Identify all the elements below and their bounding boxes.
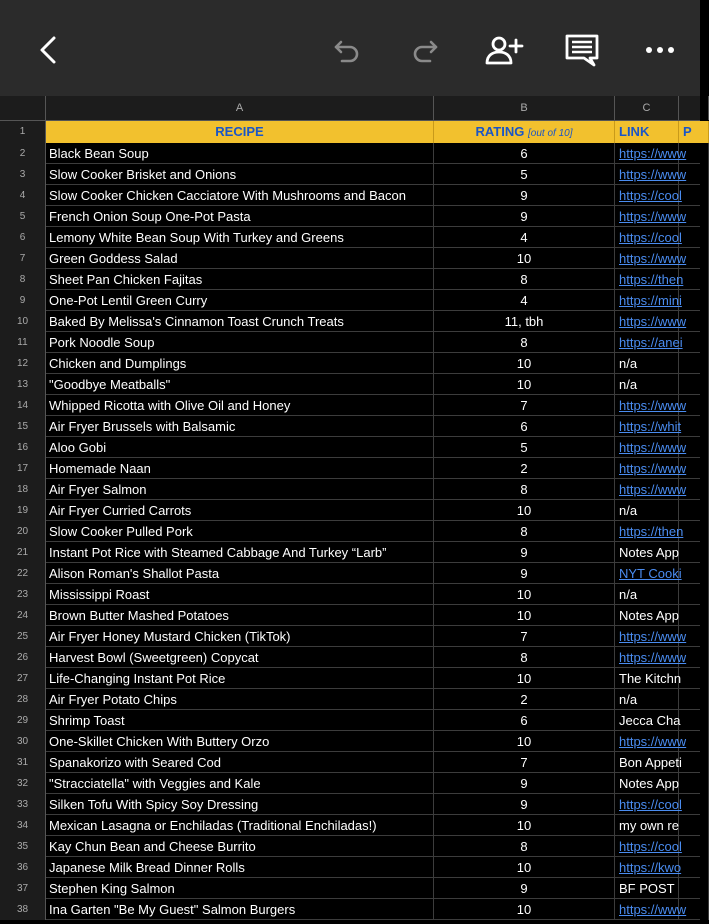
table-row: [0, 647, 700, 668]
table-row: [0, 878, 700, 899]
rating-cell[interactable]: 8: [434, 479, 615, 500]
link-cell[interactable]: n/a: [615, 500, 679, 521]
link-cell[interactable]: https://www: [615, 248, 679, 269]
table-row: [0, 836, 700, 857]
row-number[interactable]: 28: [0, 689, 46, 710]
rating-cell[interactable]: 10: [434, 374, 615, 395]
row-number[interactable]: 5: [0, 206, 46, 227]
link-cell[interactable]: https://www: [615, 395, 679, 416]
recipe-cell[interactable]: Mississippi Roast: [46, 584, 434, 605]
empty-cell[interactable]: [679, 332, 709, 353]
empty-cell[interactable]: [679, 164, 709, 185]
rating-cell[interactable]: 10: [434, 584, 615, 605]
link-cell[interactable]: n/a: [615, 353, 679, 374]
link-cell[interactable]: https://whit: [615, 416, 679, 437]
recipe-cell[interactable]: Air Fryer Honey Mustard Chicken (TikTok): [46, 626, 434, 647]
empty-cell[interactable]: [679, 227, 709, 248]
empty-cell[interactable]: [679, 416, 709, 437]
link-cell[interactable]: https://mini: [615, 290, 679, 311]
table-row: [0, 668, 700, 689]
header-cell-d[interactable]: P: [679, 121, 709, 143]
empty-cell[interactable]: [679, 311, 709, 332]
rating-cell[interactable]: 10: [434, 731, 615, 752]
row-number[interactable]: 36: [0, 857, 46, 878]
row-number[interactable]: 17: [0, 458, 46, 479]
empty-cell[interactable]: [679, 773, 709, 794]
empty-cell[interactable]: [679, 374, 709, 395]
header-cell-rating[interactable]: [434, 121, 615, 143]
table-row: [0, 248, 700, 269]
row-number[interactable]: 3: [0, 164, 46, 185]
table-row: [0, 899, 700, 920]
table-row: [0, 164, 700, 185]
link-cell[interactable]: https://then: [615, 269, 679, 290]
row-number[interactable]: 18: [0, 479, 46, 500]
row-number[interactable]: 20: [0, 521, 46, 542]
header-cell-link[interactable]: LINK: [615, 121, 679, 143]
row-number[interactable]: 35: [0, 836, 46, 857]
link-cell[interactable]: n/a: [615, 374, 679, 395]
rating-cell[interactable]: 8: [434, 332, 615, 353]
rating-header-label: RATING: [475, 124, 525, 139]
row-number[interactable]: 15: [0, 416, 46, 437]
table-row: [0, 689, 700, 710]
column-header-a[interactable]: A: [46, 96, 434, 120]
rating-cell[interactable]: 4: [434, 290, 615, 311]
empty-cell[interactable]: [679, 731, 709, 752]
recipe-cell[interactable]: Mexican Lasagna or Enchiladas (Traditional Enchiladas!): [46, 815, 434, 836]
row-number[interactable]: 37: [0, 878, 46, 899]
link-cell[interactable]: https://cool: [615, 794, 679, 815]
recipe-cell[interactable]: One-Pot Lentil Green Curry: [46, 290, 434, 311]
rating-cell[interactable]: 8: [434, 521, 615, 542]
rating-cell[interactable]: 7: [434, 752, 615, 773]
table-row: [0, 857, 700, 878]
rating-cell[interactable]: 9: [434, 542, 615, 563]
table-row: [0, 626, 700, 647]
row-number[interactable]: 14: [0, 395, 46, 416]
column-header-d[interactable]: [679, 96, 709, 120]
link-cell[interactable]: https://www: [615, 899, 679, 920]
row-number[interactable]: 31: [0, 752, 46, 773]
link-cell[interactable]: https://then: [615, 521, 679, 542]
link-cell[interactable]: The Kitchn: [615, 668, 679, 689]
empty-cell[interactable]: [679, 605, 709, 626]
more-options-button[interactable]: [638, 28, 682, 72]
recipe-cell[interactable]: French Onion Soup One-Pot Pasta: [46, 206, 434, 227]
recipe-cell[interactable]: Baked By Melissa's Cinnamon Toast Crunch Treats: [46, 311, 434, 332]
table-row: [0, 794, 700, 815]
row-number[interactable]: 4: [0, 185, 46, 206]
comment-icon: [564, 33, 600, 67]
row-number[interactable]: 30: [0, 731, 46, 752]
link-cell[interactable]: https://www: [615, 206, 679, 227]
empty-cell[interactable]: [679, 584, 709, 605]
table-row: [0, 731, 700, 752]
row-number[interactable]: 22: [0, 563, 46, 584]
rating-cell[interactable]: 2: [434, 458, 615, 479]
recipe-cell[interactable]: Life-Changing Instant Pot Rice: [46, 668, 434, 689]
table-row: [0, 815, 700, 836]
recipe-cell[interactable]: Slow Cooker Chicken Cacciatore With Mushrooms and Bacon: [46, 185, 434, 206]
table-row: [0, 773, 700, 794]
recipe-cell[interactable]: Air Fryer Brussels with Balsamic: [46, 416, 434, 437]
table-row: [0, 752, 700, 773]
empty-cell[interactable]: [679, 521, 709, 542]
rating-cell[interactable]: 10: [434, 857, 615, 878]
rating-cell[interactable]: 10: [434, 815, 615, 836]
empty-cell[interactable]: [679, 437, 709, 458]
empty-cell[interactable]: [679, 878, 709, 899]
row-number[interactable]: 6: [0, 227, 46, 248]
row-number[interactable]: 1: [0, 121, 46, 143]
top-toolbar: [0, 0, 700, 96]
row-number[interactable]: 33: [0, 794, 46, 815]
table-row: [0, 437, 700, 458]
empty-cell[interactable]: [679, 563, 709, 584]
table-row: [0, 185, 700, 206]
link-cell[interactable]: Notes App: [615, 773, 679, 794]
rating-cell[interactable]: 6: [434, 143, 615, 164]
rating-cell[interactable]: 10: [434, 248, 615, 269]
table-row: [0, 710, 700, 731]
link-cell[interactable]: https://www: [615, 458, 679, 479]
link-cell[interactable]: https://cool: [615, 185, 679, 206]
empty-cell[interactable]: [679, 752, 709, 773]
table-row: [0, 374, 700, 395]
link-cell[interactable]: Jecca Cha: [615, 710, 679, 731]
row-number[interactable]: 27: [0, 668, 46, 689]
table-row: [0, 584, 700, 605]
select-all-corner[interactable]: [0, 96, 46, 120]
empty-cell[interactable]: [679, 269, 709, 290]
empty-cell[interactable]: [679, 668, 709, 689]
row-number[interactable]: 25: [0, 626, 46, 647]
empty-cell[interactable]: [679, 290, 709, 311]
link-cell[interactable]: Bon Appeti: [615, 752, 679, 773]
column-header-b[interactable]: B: [434, 96, 615, 120]
recipe-cell[interactable]: Air Fryer Salmon: [46, 479, 434, 500]
recipe-cell[interactable]: Slow Cooker Pulled Pork: [46, 521, 434, 542]
rating-cell[interactable]: 9: [434, 773, 615, 794]
table-row: [0, 290, 700, 311]
link-cell[interactable]: https://www: [615, 437, 679, 458]
recipe-cell[interactable]: Black Bean Soup: [46, 143, 434, 164]
table-row: [0, 395, 700, 416]
table-row: [0, 143, 700, 164]
row-number[interactable]: 7: [0, 248, 46, 269]
table-row: [0, 269, 700, 290]
header-row: [0, 121, 700, 143]
empty-cell[interactable]: [679, 206, 709, 227]
more-icon: [645, 45, 675, 55]
table-row: [0, 521, 700, 542]
recipe-cell[interactable]: One-Skillet Chicken With Buttery Orzo: [46, 731, 434, 752]
undo-button[interactable]: [325, 28, 369, 72]
link-cell[interactable]: https://www: [615, 164, 679, 185]
empty-cell[interactable]: [679, 353, 709, 374]
undo-icon: [332, 36, 362, 64]
link-cell[interactable]: NYT Cooki: [615, 563, 679, 584]
empty-cell[interactable]: [679, 794, 709, 815]
rating-cell[interactable]: 6: [434, 710, 615, 731]
column-header-c[interactable]: C: [615, 96, 679, 120]
recipe-cell[interactable]: Whipped Ricotta with Olive Oil and Honey: [46, 395, 434, 416]
empty-cell[interactable]: [679, 689, 709, 710]
empty-cell[interactable]: [679, 626, 709, 647]
link-cell[interactable]: https://www: [615, 626, 679, 647]
rating-cell[interactable]: 8: [434, 836, 615, 857]
empty-cell[interactable]: [679, 500, 709, 521]
back-button[interactable]: [26, 28, 70, 72]
empty-cell[interactable]: [679, 815, 709, 836]
row-number[interactable]: 24: [0, 605, 46, 626]
recipe-cell[interactable]: Silken Tofu With Spicy Soy Dressing: [46, 794, 434, 815]
rating-cell[interactable]: 7: [434, 395, 615, 416]
back-icon: [36, 35, 60, 65]
table-row: [0, 563, 700, 584]
comment-button[interactable]: [560, 28, 604, 72]
row-number[interactable]: 12: [0, 353, 46, 374]
empty-cell[interactable]: [679, 857, 709, 878]
recipe-cell[interactable]: Brown Butter Mashed Potatoes: [46, 605, 434, 626]
recipe-cell[interactable]: Green Goddess Salad: [46, 248, 434, 269]
rating-cell[interactable]: 9: [434, 563, 615, 584]
table-row: [0, 227, 700, 248]
rating-cell[interactable]: 6: [434, 416, 615, 437]
recipe-cell[interactable]: Chicken and Dumplings: [46, 353, 434, 374]
table-row: [0, 605, 700, 626]
empty-cell[interactable]: [679, 710, 709, 731]
row-number[interactable]: 26: [0, 647, 46, 668]
recipe-cell[interactable]: Kay Chun Bean and Cheese Burrito: [46, 836, 434, 857]
link-cell[interactable]: Notes App: [615, 542, 679, 563]
rating-cell[interactable]: 10: [434, 899, 615, 920]
rating-header-sublabel: [out of 10]: [528, 128, 573, 139]
rating-cell[interactable]: 9: [434, 794, 615, 815]
add-person-icon: [484, 34, 524, 66]
link-cell[interactable]: https://www: [615, 731, 679, 752]
recipe-cell[interactable]: Pork Noodle Soup: [46, 332, 434, 353]
add-person-button[interactable]: [482, 28, 526, 72]
rating-cell[interactable]: 4: [434, 227, 615, 248]
link-cell[interactable]: https://www: [615, 647, 679, 668]
row-number[interactable]: 29: [0, 710, 46, 731]
link-cell[interactable]: Notes App: [615, 605, 679, 626]
link-cell[interactable]: https://www: [615, 479, 679, 500]
link-cell[interactable]: n/a: [615, 584, 679, 605]
rating-cell[interactable]: 9: [434, 206, 615, 227]
row-number[interactable]: 34: [0, 815, 46, 836]
recipe-cell[interactable]: Air Fryer Curried Carrots: [46, 500, 434, 521]
recipe-cell[interactable]: Instant Pot Rice with Steamed Cabbage And Turkey “Larb”: [46, 542, 434, 563]
recipe-cell[interactable]: Alison Roman's Shallot Pasta: [46, 563, 434, 584]
table-row: [0, 500, 700, 521]
table-row: [0, 479, 700, 500]
rating-cell[interactable]: 10: [434, 500, 615, 521]
table-row: [0, 332, 700, 353]
row-number[interactable]: 11: [0, 332, 46, 353]
table-row: [0, 458, 700, 479]
spreadsheet-grid[interactable]: [0, 96, 700, 924]
link-cell[interactable]: https://cool: [615, 836, 679, 857]
recipe-cell[interactable]: Harvest Bowl (Sweetgreen) Copycat: [46, 647, 434, 668]
rating-cell[interactable]: 5: [434, 437, 615, 458]
table-row: [0, 353, 700, 374]
row-number[interactable]: 2: [0, 143, 46, 164]
row-number[interactable]: 8: [0, 269, 46, 290]
recipe-cell[interactable]: Spanakorizo with Seared Cod: [46, 752, 434, 773]
link-cell[interactable]: https://anei: [615, 332, 679, 353]
redo-icon: [410, 36, 440, 64]
empty-cell[interactable]: [679, 836, 709, 857]
empty-cell[interactable]: [679, 647, 709, 668]
empty-cell[interactable]: [679, 899, 709, 920]
rating-cell[interactable]: 10: [434, 353, 615, 374]
link-cell[interactable]: https://kwo: [615, 857, 679, 878]
recipe-cell[interactable]: "Stracciatella" with Veggies and Kale: [46, 773, 434, 794]
row-number[interactable]: 23: [0, 584, 46, 605]
rows-container: [0, 121, 700, 920]
rating-cell[interactable]: 10: [434, 668, 615, 689]
row-number[interactable]: 13: [0, 374, 46, 395]
row-number[interactable]: 16: [0, 437, 46, 458]
empty-cell[interactable]: [679, 185, 709, 206]
recipe-cell[interactable]: Japanese Milk Bread Dinner Rolls: [46, 857, 434, 878]
redo-button[interactable]: [403, 28, 447, 72]
table-row: [0, 416, 700, 437]
table-row: [0, 311, 700, 332]
row-number[interactable]: 19: [0, 500, 46, 521]
rating-cell[interactable]: 5: [434, 164, 615, 185]
recipe-cell[interactable]: Stephen King Salmon: [46, 878, 434, 899]
row-number[interactable]: 38: [0, 899, 46, 920]
recipe-cell[interactable]: Sheet Pan Chicken Fajitas: [46, 269, 434, 290]
empty-cell[interactable]: [679, 479, 709, 500]
column-header-bar: [0, 96, 700, 121]
empty-cell[interactable]: [679, 395, 709, 416]
empty-cell[interactable]: [679, 542, 709, 563]
header-cell-recipe[interactable]: RECIPE: [46, 121, 434, 143]
link-cell[interactable]: n/a: [615, 689, 679, 710]
rating-cell[interactable]: 9: [434, 878, 615, 899]
recipe-cell[interactable]: Lemony White Bean Soup With Turkey and Greens: [46, 227, 434, 248]
table-row: [0, 206, 700, 227]
link-cell[interactable]: https://cool: [615, 227, 679, 248]
recipe-cell[interactable]: Shrimp Toast: [46, 710, 434, 731]
empty-cell[interactable]: [679, 248, 709, 269]
row-number[interactable]: 32: [0, 773, 46, 794]
row-number[interactable]: 21: [0, 542, 46, 563]
table-row: [0, 542, 700, 563]
empty-cell[interactable]: [679, 458, 709, 479]
empty-cell[interactable]: [679, 143, 709, 164]
rating-cell[interactable]: 7: [434, 626, 615, 647]
link-cell[interactable]: BF POST: [615, 878, 679, 899]
rating-cell[interactable]: 9: [434, 185, 615, 206]
rating-cell[interactable]: 8: [434, 269, 615, 290]
rating-cell[interactable]: 8: [434, 647, 615, 668]
row-number[interactable]: 9: [0, 290, 46, 311]
recipe-cell[interactable]: Ina Garten "Be My Guest" Salmon Burgers: [46, 899, 434, 920]
link-cell[interactable]: my own re: [615, 815, 679, 836]
recipe-cell[interactable]: Slow Cooker Brisket and Onions: [46, 164, 434, 185]
recipe-cell[interactable]: Homemade Naan: [46, 458, 434, 479]
link-cell[interactable]: https://www: [615, 143, 679, 164]
recipe-cell[interactable]: Air Fryer Potato Chips: [46, 689, 434, 710]
rating-cell[interactable]: 11, tbh: [434, 311, 615, 332]
link-cell[interactable]: https://www: [615, 311, 679, 332]
recipe-cell[interactable]: "Goodbye Meatballs": [46, 374, 434, 395]
rating-cell[interactable]: 2: [434, 689, 615, 710]
recipe-cell[interactable]: Aloo Gobi: [46, 437, 434, 458]
rating-cell[interactable]: 10: [434, 605, 615, 626]
row-number[interactable]: 10: [0, 311, 46, 332]
